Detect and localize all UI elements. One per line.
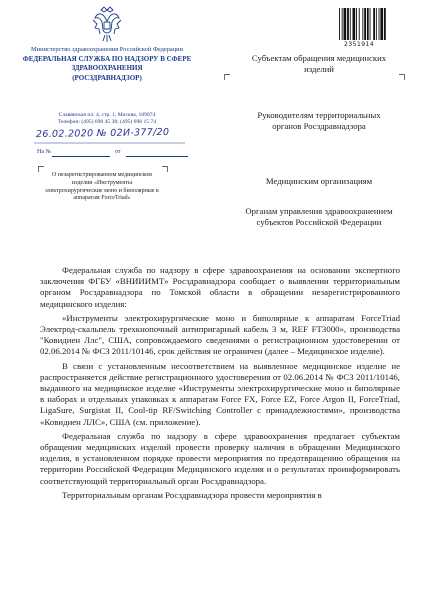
recipient-4: Органам управления здравоохранением субъектов Российской Федерации	[245, 206, 393, 228]
reply-number-label: На №	[37, 149, 52, 155]
service-name: ФЕДЕРАЛЬНАЯ СЛУЖБА ПО НАДЗОРУ В СФЕРЕ ЗДРАВООХРАНЕНИЯ	[22, 55, 192, 72]
body-paragraph: В связи с установленным несоответствием на выявленное медицинское изделие не распространяется действие регистрационного удостоверения от 02.06.2014 № ФСЗ 2011/10146, выданного на медицинское изделие «Инструменты электрохирургические моно и биполярные в наборах и отдельных упаковках к аппаратам Force FX, Force EZ, Force Argon II, ForceTriad, LigaSure, Surgistat II, Cool-tip RF/Switching Controller с принадлежностями», производства «Ковидиен ЛЛС», США (см. приложение).	[40, 360, 400, 427]
body-paragraph: Территориальным органам Росздравнадзора провести мероприятия в	[62, 489, 322, 500]
reply-number-line	[52, 156, 110, 157]
sender-block	[22, 46, 192, 82]
service-abbreviation: (РОСЗДРАВНАДЗОР)	[72, 73, 142, 82]
recipient-1: Субъектам обращения медицинских изделий	[251, 53, 387, 75]
body-paragraph: «Инструменты электрохирургические моно и биполярные к аппаратам ForceTriad Электрод-скальпель трехкнопочный антипригарный кабель 3 м, REF FT3000», производства "Ковидиен Ллс", США, сопровождаемого сведениями о регистрационном удостоверении от 02.06.2014 № ФСЗ 2011/10146, срок действия не ограничен (далее – Медицинское изделие).	[40, 312, 400, 357]
sender-address	[32, 112, 182, 127]
coat-of-arms-emblem	[87, 4, 127, 44]
body-paragraph: Федеральная служба по надзору в сфере здравоохранения предлагает субъектам обращения медицинских изделий провести проверку наличия в обращении Медицинского изделия, в установленном порядке провести мероприятия по предотвращению обращения на территории Российской Федерации Медицинского изделия и о результатах проинформировать соответствующий территориальный орган Росздравнадзора.	[40, 430, 400, 486]
phone-line: Телефон: (495) 698 45 38; (495) 698 15 74	[57, 119, 157, 126]
handwritten-outgoing-number: 26.02.2020 № 02И-377/20	[35, 126, 170, 141]
address-line: Славянская пл. 4, стр. 1, Москва, 109074	[58, 112, 156, 118]
reply-date-label: от	[115, 149, 121, 155]
ministry-name: Министерство здравоохранения Российской Федерации	[30, 46, 184, 53]
recipient-2: Руководителям территориальных органов Росздравнадзора	[257, 110, 381, 132]
letter-body	[40, 265, 400, 504]
body-paragraph: Федеральная служба по надзору в сфере здравоохранения на основании экспертного заключения ФГБУ «ВНИИИМТ» Росздравнадзора сообщает о выявлении территориальным органом Росздравнадзора по Томской области в обращении незарегистрированного медицинского изделия:	[40, 265, 400, 309]
recipients-corner-left	[224, 74, 230, 80]
barcode-number: 2351914	[344, 41, 375, 48]
document-barcode	[339, 8, 399, 40]
recipient-3: Медицинским организациям	[265, 176, 373, 186]
recipients-corner-right	[399, 74, 405, 80]
letter-subject: О незарегистрированном медицинском изделии «Инструменты электрохирургические моно и биполярные к аппаратам ForceTriad»	[45, 172, 159, 202]
subject-corner-right	[162, 166, 168, 172]
reply-date-line	[126, 156, 188, 157]
